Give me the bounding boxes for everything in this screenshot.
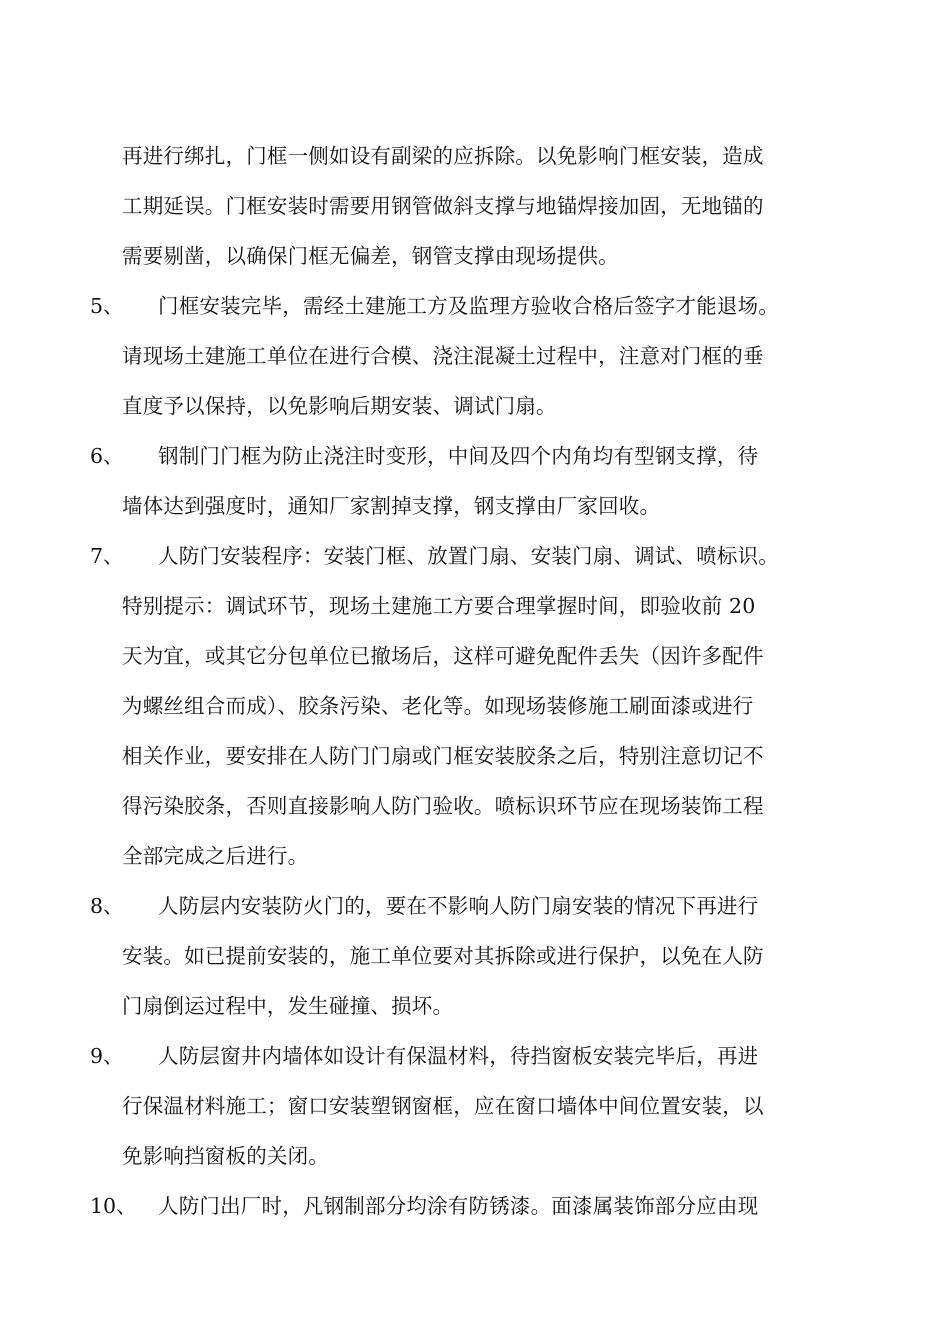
item-number: 7、 — [90, 544, 124, 568]
item-number: 8、 — [90, 894, 124, 918]
item-number: 10、 — [90, 1194, 137, 1218]
text-line: 安装。如已提前安装的，施工单位要对其拆除或进行保护，以免在人防 — [122, 944, 764, 968]
text-line: 人防门出厂时，凡钢制部分均涂有防锈漆。面漆属装饰部分应由现 — [158, 1194, 759, 1218]
text-line: 人防门安装程序：安装门框、放置门扇、安装门扇、调试、喷标识。 — [158, 544, 779, 568]
text-line: 门框安装完毕，需经土建施工方及监理方验收合格后签字才能退场。 — [158, 294, 779, 318]
text-line: 墙体达到强度时，通知厂家割掉支撑，钢支撑由厂家回收。 — [122, 494, 661, 518]
item-number: 5、 — [90, 294, 124, 318]
text-line: 得污染胶条，否则直接影响人防门验收。喷标识环节应在现场装饰工程 — [122, 794, 764, 818]
text-line: 钢制门门框为防止浇注时变形，中间及四个内角均有型钢支撑，待 — [158, 444, 759, 468]
text-line: 直度予以保持，以免影响后期安装、调试门扇。 — [122, 394, 557, 418]
text-line: 门扇倒运过程中，发生碰撞、损坏。 — [122, 994, 454, 1018]
text-line: 特别提示：调试环节，现场土建施工方要合理掌握时间，即验收前 20 — [122, 594, 756, 618]
item-number: 6、 — [90, 444, 124, 468]
text-line: 再进行绑扎，门框一侧如设有副梁的应拆除。以免影响门框安装，造成 — [122, 144, 764, 168]
text-line: 行保温材料施工；窗口安装塑钢窗框，应在窗口墙体中间位置安装，以 — [122, 1094, 764, 1118]
text-line: 人防层内安装防火门的，要在不影响人防门扇安装的情况下再进行 — [158, 894, 759, 918]
text-line: 请现场土建施工单位在进行合模、浇注混凝土过程中，注意对门框的垂 — [122, 344, 764, 368]
text-line: 需要剔凿，以确保门框无偏差，钢管支撑由现场提供。 — [122, 244, 619, 268]
text-line: 为螺丝组合而成）、胶条污染、老化等。如现场装修施工刷面漆或进行 — [122, 694, 754, 718]
text-line: 天为宜，或其它分包单位已撤场后，这样可避免配件丢失（因许多配件 — [122, 644, 764, 668]
text-line: 人防层窗井内墙体如设计有保温材料，待挡窗板安装完毕后，再进 — [158, 1044, 759, 1068]
text-line: 免影响挡窗板的关闭。 — [122, 1144, 329, 1168]
text-line: 工期延误。门框安装时需要用钢管做斜支撑与地锚焊接加固，无地锚的 — [122, 194, 764, 218]
text-line: 相关作业，要安排在人防门门扇或门框安装胶条之后，特别注意切记不 — [122, 744, 764, 768]
item-number: 9、 — [90, 1044, 124, 1068]
text-line: 全部完成之后进行。 — [122, 844, 309, 868]
